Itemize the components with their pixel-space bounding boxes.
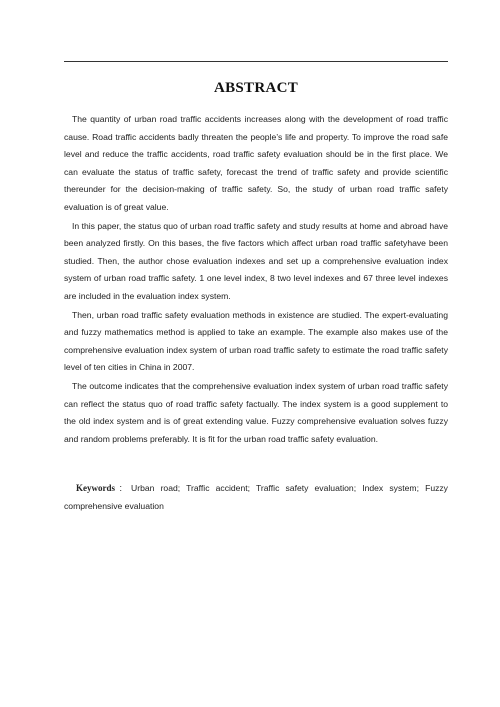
abstract-body — [64, 111, 448, 449]
abstract-paragraph-3: Then, urban road traffic safety evaluation methods in existence are studied. The expert-evaluating and fuzzy mathematics method is applied to take an example. The example also makes use of the comprehensive evaluation index system of urban road traffic safety to estimate the road traffic safety level of ten cities in China in 2007. — [64, 309, 448, 373]
keywords-label: Keywords — [76, 483, 115, 493]
header-rule — [64, 61, 448, 62]
abstract-paragraph-1: The quantity of urban road traffic accidents increases along with the development of road traffic cause. Road traffic accidents badly threaten the people’s life and property. To improve the road safe level and reduce the traffic accidents, road traffic safety evaluation should be in the first place. We can evaluate the status of traffic safety, forecast the trend of traffic safety and provide scientific thereunder for the decision-making of traffic safety. So, the study of urban road traffic safety evaluation is of great value. — [64, 114, 448, 212]
keywords-separator: ： — [115, 483, 132, 493]
keywords-text: Urban road; Traffic accident; Traffic safety evaluation; Index system; Fuzzy comprehensive evaluation — [64, 483, 448, 511]
page-title: ABSTRACT — [213, 80, 299, 96]
abstract-paragraph-4: The outcome indicates that the comprehensive evaluation index system of urban road traffic safety can reflect the status quo of road traffic safety factually. The index system is a good supplement to the old index system and is of great extending value. Fuzzy comprehensive evaluation solves fuzzy and random problems preferably. It is fit for the urban road traffic safety evaluation. — [64, 380, 448, 444]
abstract-paragraph-2: In this paper, the status quo of urban road traffic safety and study results at home and abroad have been analyzed firstly. On this bases, the five factors which affect urban road traffic safetyhave been studied. Then, the author chose evaluation indexes and set up a comprehensive evaluation index system of urban road traffic safety. 1 one level index, 8 two level indexes and 67 three level indexes are included in the evaluation index system. — [64, 220, 448, 301]
keywords-block — [64, 479, 448, 515]
